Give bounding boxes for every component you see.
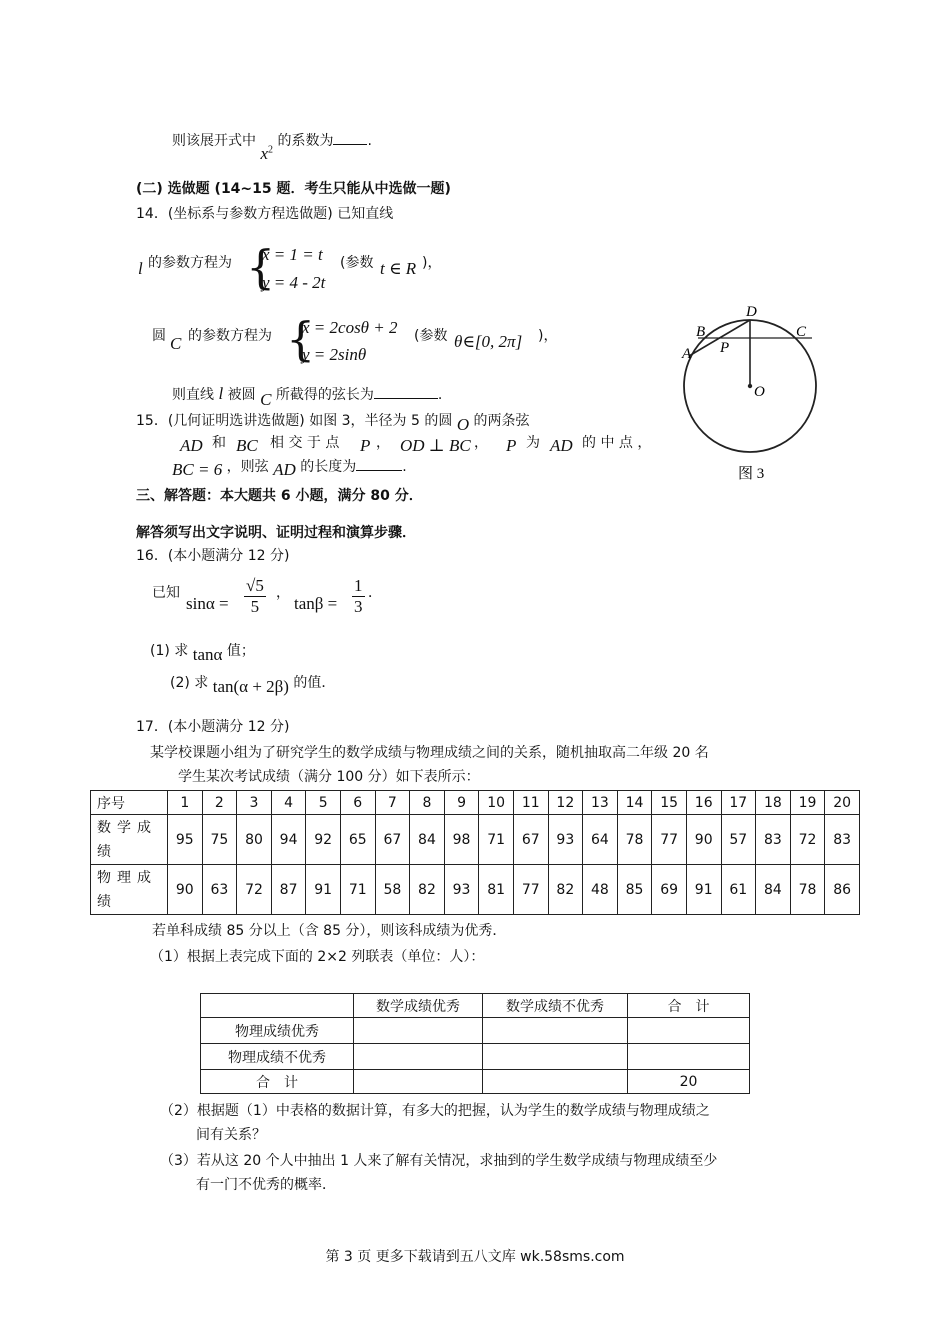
label-o: O (754, 384, 765, 400)
table-cell: 48 (583, 865, 618, 915)
table-cell: 71 (340, 865, 375, 915)
table-cell: 17 (721, 791, 756, 815)
table-row (201, 1070, 750, 1094)
table-cell (483, 1044, 628, 1070)
table-cell (201, 994, 354, 1018)
q13-suffix: 的系数为 (277, 133, 334, 149)
q17-intro-2: 学生某次考试成绩（满分 100 分）如下表所示： (178, 769, 480, 785)
table-cell: 4 (271, 791, 306, 815)
table-cell: 92 (306, 815, 341, 865)
row-label: 物理成绩 (91, 865, 168, 915)
q15-line3: BC = 6 ，则弦 AD 的长度为 . (172, 456, 407, 476)
q13-term: $x^2$ (260, 144, 273, 163)
q17-intro-1: 某学校课题小组为了研究学生的数学成绩与物理成绩之间的关系，随机抽取高二年级 20 名 (150, 745, 709, 761)
table-cell: 83 (825, 815, 860, 865)
table-cell: 75 (202, 815, 237, 865)
table-cell: 14 (617, 791, 652, 815)
table-cell: 11 (513, 791, 548, 815)
answer-blank (374, 384, 438, 399)
optional-heading: (二) 选做题 (14~15 题．考生只能从中选做一题) (136, 181, 451, 197)
label-p: P (720, 340, 730, 356)
table-cell: 12 (548, 791, 583, 815)
q13-prefix: 则该展开式中 (172, 133, 256, 149)
table-cell: 95 (168, 815, 203, 865)
table-cell (354, 1044, 483, 1070)
figure-3 (670, 296, 830, 492)
table-cell: 20 (825, 791, 860, 815)
table-cell: 16 (686, 791, 721, 815)
table-cell: 81 (479, 865, 514, 915)
part3-note: 解答须写出文字说明、证明过程和演算步骤． (136, 525, 416, 541)
q17-part2-line2: 间有关系？ (196, 1127, 266, 1143)
figure-caption: 图 3 (738, 466, 765, 482)
table-cell: 80 (237, 815, 272, 865)
table-cell: 8 (410, 791, 445, 815)
table-cell: 67 (375, 815, 410, 865)
table-cell: 71 (479, 815, 514, 865)
table-cell (354, 1018, 483, 1044)
table-cell: 58 (375, 865, 410, 915)
score-table (90, 790, 860, 915)
table-row (91, 865, 860, 915)
q16-part2: (2) 求 tan(α + 2β) 的值． (170, 675, 336, 696)
answer-blank (333, 130, 367, 145)
q15-line2: AD 和 BC 相 交 于 点 P ， OD ⊥ BC ， P 为 AD 的 中 点 ， (180, 435, 652, 455)
label-d: D (746, 304, 757, 320)
table-cell: 13 (583, 791, 618, 815)
table-cell: 83 (756, 815, 791, 865)
part3-heading: 三、解答题：本大题共 6 小题，满分 80 分． (136, 488, 423, 504)
table-cell: 67 (513, 815, 548, 865)
table-cell: 物理成绩不优秀 (201, 1044, 354, 1070)
row-label: 序号 (91, 791, 168, 815)
table-cell: 10 (479, 791, 514, 815)
excellent-note: 若单科成绩 85 分以上（含 85 分），则该科成绩为优秀． (152, 923, 507, 939)
table-cell: 64 (583, 815, 618, 865)
q17-part3-line1: （3）若从这 20 个人中抽出 1 人来了解有关情况，求抽到的学生数学成绩与物理成绩至少 (160, 1153, 718, 1169)
table-cell: 20 (628, 1070, 750, 1094)
q16-title: 16．(本小题满分 12 分) (136, 548, 290, 564)
table-cell: 72 (790, 815, 825, 865)
q14-chord: 则直线 l 被圆 C 所截得的弦长为 . (172, 384, 443, 409)
center-dot (748, 384, 752, 388)
table-cell: 数学成绩优秀 (354, 994, 483, 1018)
table-row (201, 994, 750, 1018)
table-cell: 5 (306, 791, 341, 815)
row-label: 数学成绩 (91, 815, 168, 865)
table-cell: 82 (548, 865, 583, 915)
table-cell: 82 (410, 865, 445, 915)
table-cell: 69 (652, 865, 687, 915)
table-cell: 87 (271, 865, 306, 915)
table-cell: 1 (168, 791, 203, 815)
table-row (201, 1044, 750, 1070)
table-cell: 93 (444, 865, 479, 915)
table-cell: 63 (202, 865, 237, 915)
table-row (91, 791, 860, 815)
table-cell: 19 (790, 791, 825, 815)
table-cell: 6 (340, 791, 375, 815)
table-cell: 85 (617, 865, 652, 915)
q17-part1: （1）根据上表完成下面的 2×2 列联表（单位：人）： (150, 949, 485, 965)
table-cell: 3 (237, 791, 272, 815)
table-cell: 93 (548, 815, 583, 865)
table-cell: 72 (237, 865, 272, 915)
table-cell: 84 (410, 815, 445, 865)
table-cell: 合 计 (201, 1070, 354, 1094)
table-cell: 2 (202, 791, 237, 815)
table-cell: 77 (652, 815, 687, 865)
page-footer: 第 3 页 更多下载请到五八文库 wk.58sms.com (325, 1249, 625, 1265)
label-b: B (696, 324, 706, 340)
table-cell: 86 (825, 865, 860, 915)
q17-part3-line2: 有一门不优秀的概率． (196, 1177, 336, 1193)
table-cell: 91 (686, 865, 721, 915)
table-cell: 18 (756, 791, 791, 815)
q17-part2-line1: （2）根据题（1）中表格的数据计算，有多大的把握，认为学生的数学成绩与物理成绩之 (160, 1103, 710, 1119)
table-cell: 7 (375, 791, 410, 815)
table-cell: 57 (721, 815, 756, 865)
table-cell: 90 (686, 815, 721, 865)
table-cell: 77 (513, 865, 548, 915)
table-row (201, 1018, 750, 1044)
table-cell (628, 1018, 750, 1044)
label-a: A (682, 346, 692, 362)
q15-line1: 15．(几何证明选讲选做题) 如图 3，半径为 5 的圆 O 的两条弦 (136, 413, 530, 434)
contingency-table (200, 993, 750, 1094)
table-cell: 9 (444, 791, 479, 815)
table-cell (354, 1070, 483, 1094)
table-cell: 98 (444, 815, 479, 865)
q17-title: 17．(本小题满分 12 分) (136, 719, 290, 735)
table-cell: 15 (652, 791, 687, 815)
table-cell: 数学成绩不优秀 (483, 994, 628, 1018)
table-cell (483, 1070, 628, 1094)
table-cell: 61 (721, 865, 756, 915)
q16-part1: (1) 求 tanα 值； (150, 643, 255, 664)
q14-title: 14．(坐标系与参数方程选做题) 已知直线 (136, 206, 394, 222)
table-row (91, 815, 860, 865)
q13-tail: 则该展开式中 $x^2$ 的系数为 . (172, 130, 372, 150)
table-cell: 65 (340, 815, 375, 865)
table-cell (483, 1018, 628, 1044)
table-cell (628, 1044, 750, 1070)
table-cell: 合 计 (628, 994, 750, 1018)
table-cell: 78 (790, 865, 825, 915)
table-cell: 94 (271, 815, 306, 865)
table-cell: 78 (617, 815, 652, 865)
table-cell: 物理成绩优秀 (201, 1018, 354, 1044)
label-c: C (796, 324, 807, 340)
answer-blank (356, 456, 402, 471)
table-cell: 90 (168, 865, 203, 915)
table-cell: 84 (756, 865, 791, 915)
table-cell: 91 (306, 865, 341, 915)
